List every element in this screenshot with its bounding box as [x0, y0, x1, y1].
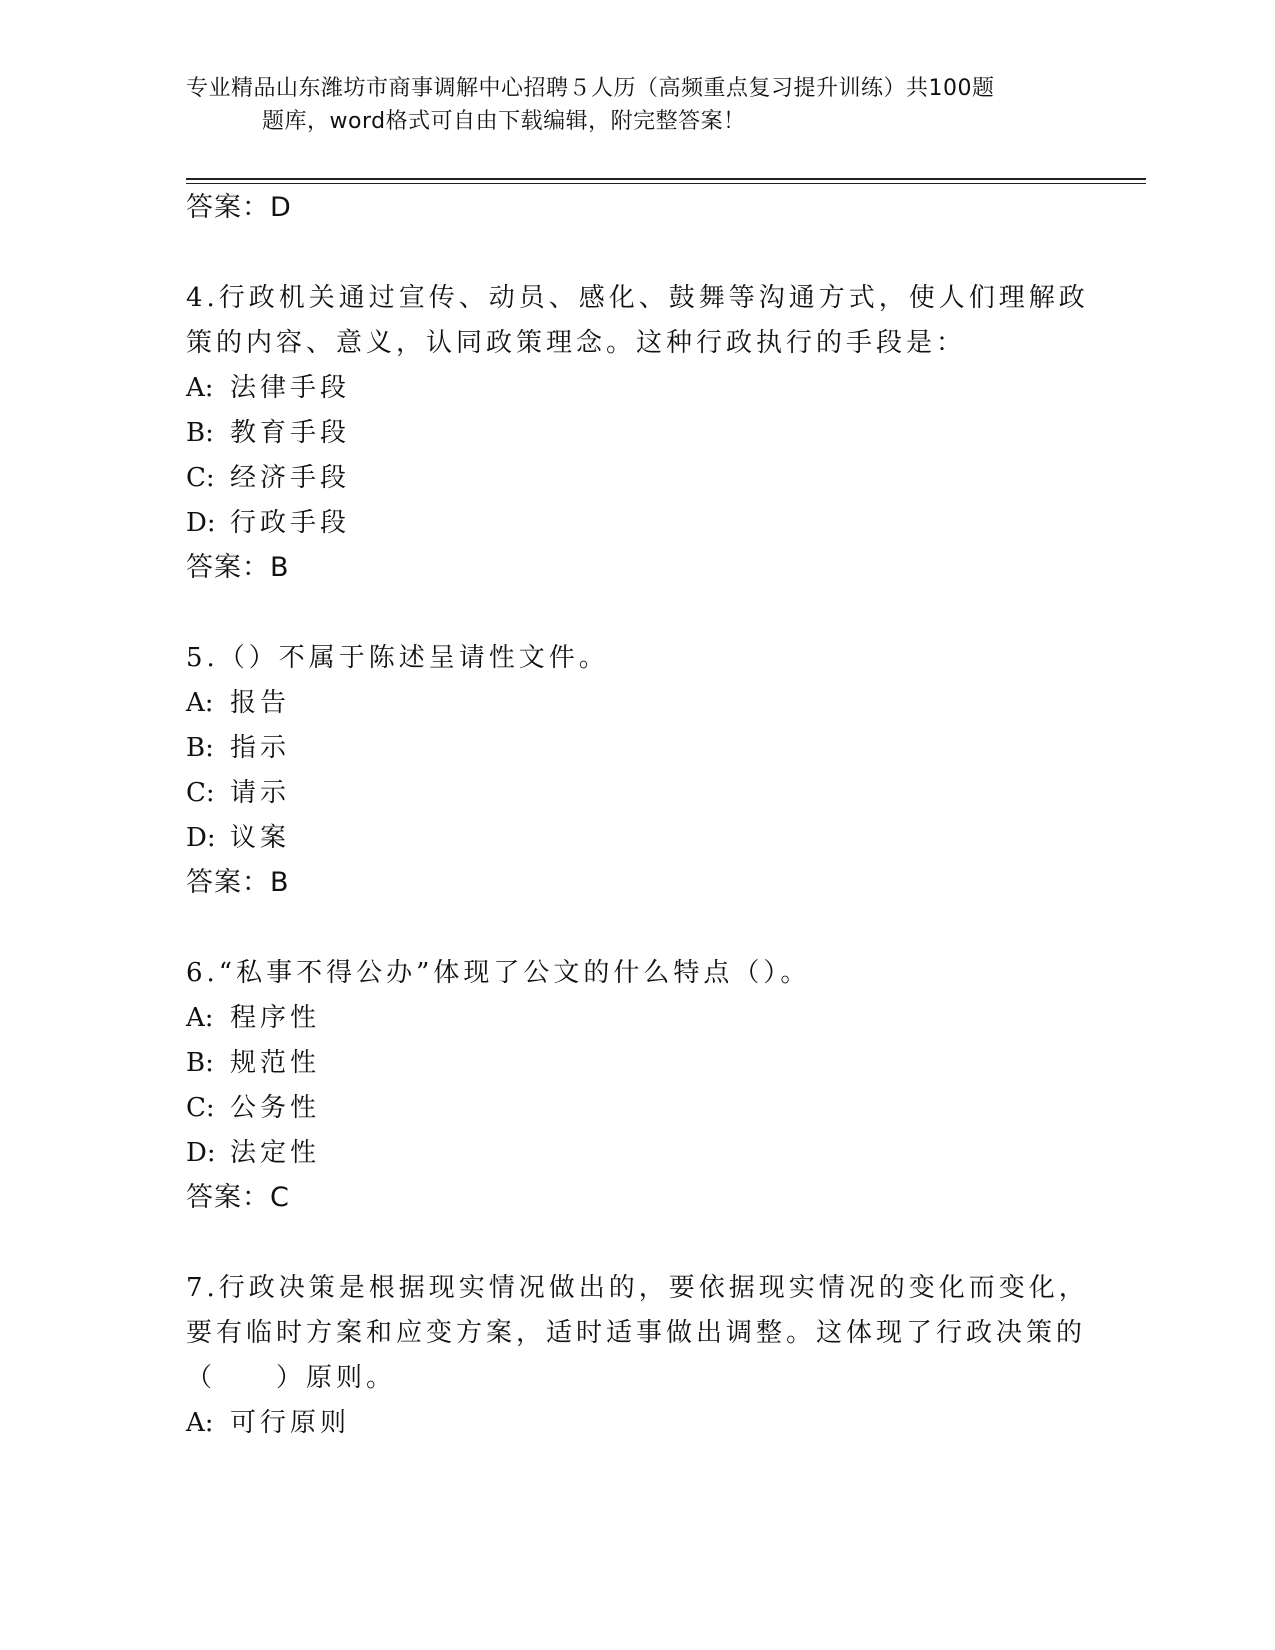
- option-text: 规范性: [230, 1048, 321, 1078]
- answer-line: 答案：B: [186, 552, 290, 583]
- header-divider: [186, 178, 1146, 184]
- question-item: [186, 636, 1086, 905]
- option-text: 议案: [230, 823, 291, 853]
- option-text: 行政手段: [230, 508, 351, 538]
- option-d: [186, 501, 1086, 546]
- header-title-line2: 题库，word格式可自由下载编辑，附完整答案！: [262, 109, 746, 134]
- option-label: D:: [186, 823, 216, 853]
- option-text: 请示: [230, 778, 291, 808]
- option-text: 指示: [230, 733, 291, 763]
- question-text: 要有临时方案和应变方案，适时适事做出调整。这体现了行政决策的: [186, 1318, 1087, 1348]
- question-item: [186, 951, 1086, 1220]
- option-a: [186, 996, 1086, 1041]
- option-c: [186, 1086, 1086, 1131]
- question-text: 4.行政机关通过宣传、动员、感化、鼓舞等沟通方式，使人们理解政: [186, 283, 1089, 313]
- option-d: [186, 1131, 1086, 1176]
- option-b: [186, 726, 1086, 771]
- option-label: D:: [186, 1138, 216, 1168]
- option-label: A:: [186, 688, 214, 718]
- option-label: B:: [186, 733, 214, 763]
- answer-line: 答案：D: [186, 192, 292, 223]
- question-text: （ ）原则。: [186, 1363, 397, 1393]
- option-b: [186, 411, 1086, 456]
- question-text: 6.“私事不得公办”体现了公文的什么特点（）。: [186, 958, 811, 988]
- option-label: B:: [186, 1048, 214, 1078]
- header-title-line1: 专业精品山东潍坊市商事调解中心招聘５人历（高频重点复习提升训练）共100题: [186, 76, 995, 101]
- option-label: C:: [186, 1093, 215, 1123]
- question-text: 5.（）不属于陈述呈请性文件。: [186, 643, 609, 673]
- option-text: 经济手段: [230, 463, 351, 493]
- option-label: C:: [186, 463, 215, 493]
- option-text: 程序性: [230, 1003, 321, 1033]
- option-label: D:: [186, 508, 216, 538]
- option-text: 公务性: [230, 1093, 321, 1123]
- document-header: [186, 72, 1086, 138]
- option-text: 报告: [230, 688, 291, 718]
- option-label: A:: [186, 1408, 214, 1438]
- option-text: 法定性: [230, 1138, 321, 1168]
- spacer: [186, 905, 1086, 951]
- spacer: [186, 1220, 1086, 1266]
- option-c: [186, 456, 1086, 501]
- question-text: 7.行政决策是根据现实情况做出的，要依据现实情况的变化而变化，: [186, 1273, 1089, 1303]
- question-list: [186, 186, 1089, 1446]
- option-label: B:: [186, 418, 214, 448]
- option-label: C:: [186, 778, 215, 808]
- option-b: [186, 1041, 1086, 1086]
- question-item: [186, 276, 1089, 590]
- spacer: [186, 230, 1086, 276]
- option-a: [186, 1401, 1086, 1446]
- option-c: [186, 771, 1086, 816]
- question-item: [186, 1266, 1089, 1446]
- option-a: [186, 681, 1086, 726]
- option-text: 可行原则: [230, 1408, 351, 1438]
- option-label: A:: [186, 373, 214, 403]
- answer-line: 答案：C: [186, 1182, 290, 1213]
- answer-line: 答案：B: [186, 867, 290, 898]
- option-a: [186, 366, 1086, 411]
- question-text: 策的内容、意义，认同政策理念。这种行政执行的手段是：: [186, 328, 967, 358]
- option-label: A:: [186, 1003, 214, 1033]
- option-d: [186, 816, 1086, 861]
- spacer: [186, 590, 1086, 636]
- option-text: 教育手段: [230, 418, 351, 448]
- option-text: 法律手段: [230, 373, 351, 403]
